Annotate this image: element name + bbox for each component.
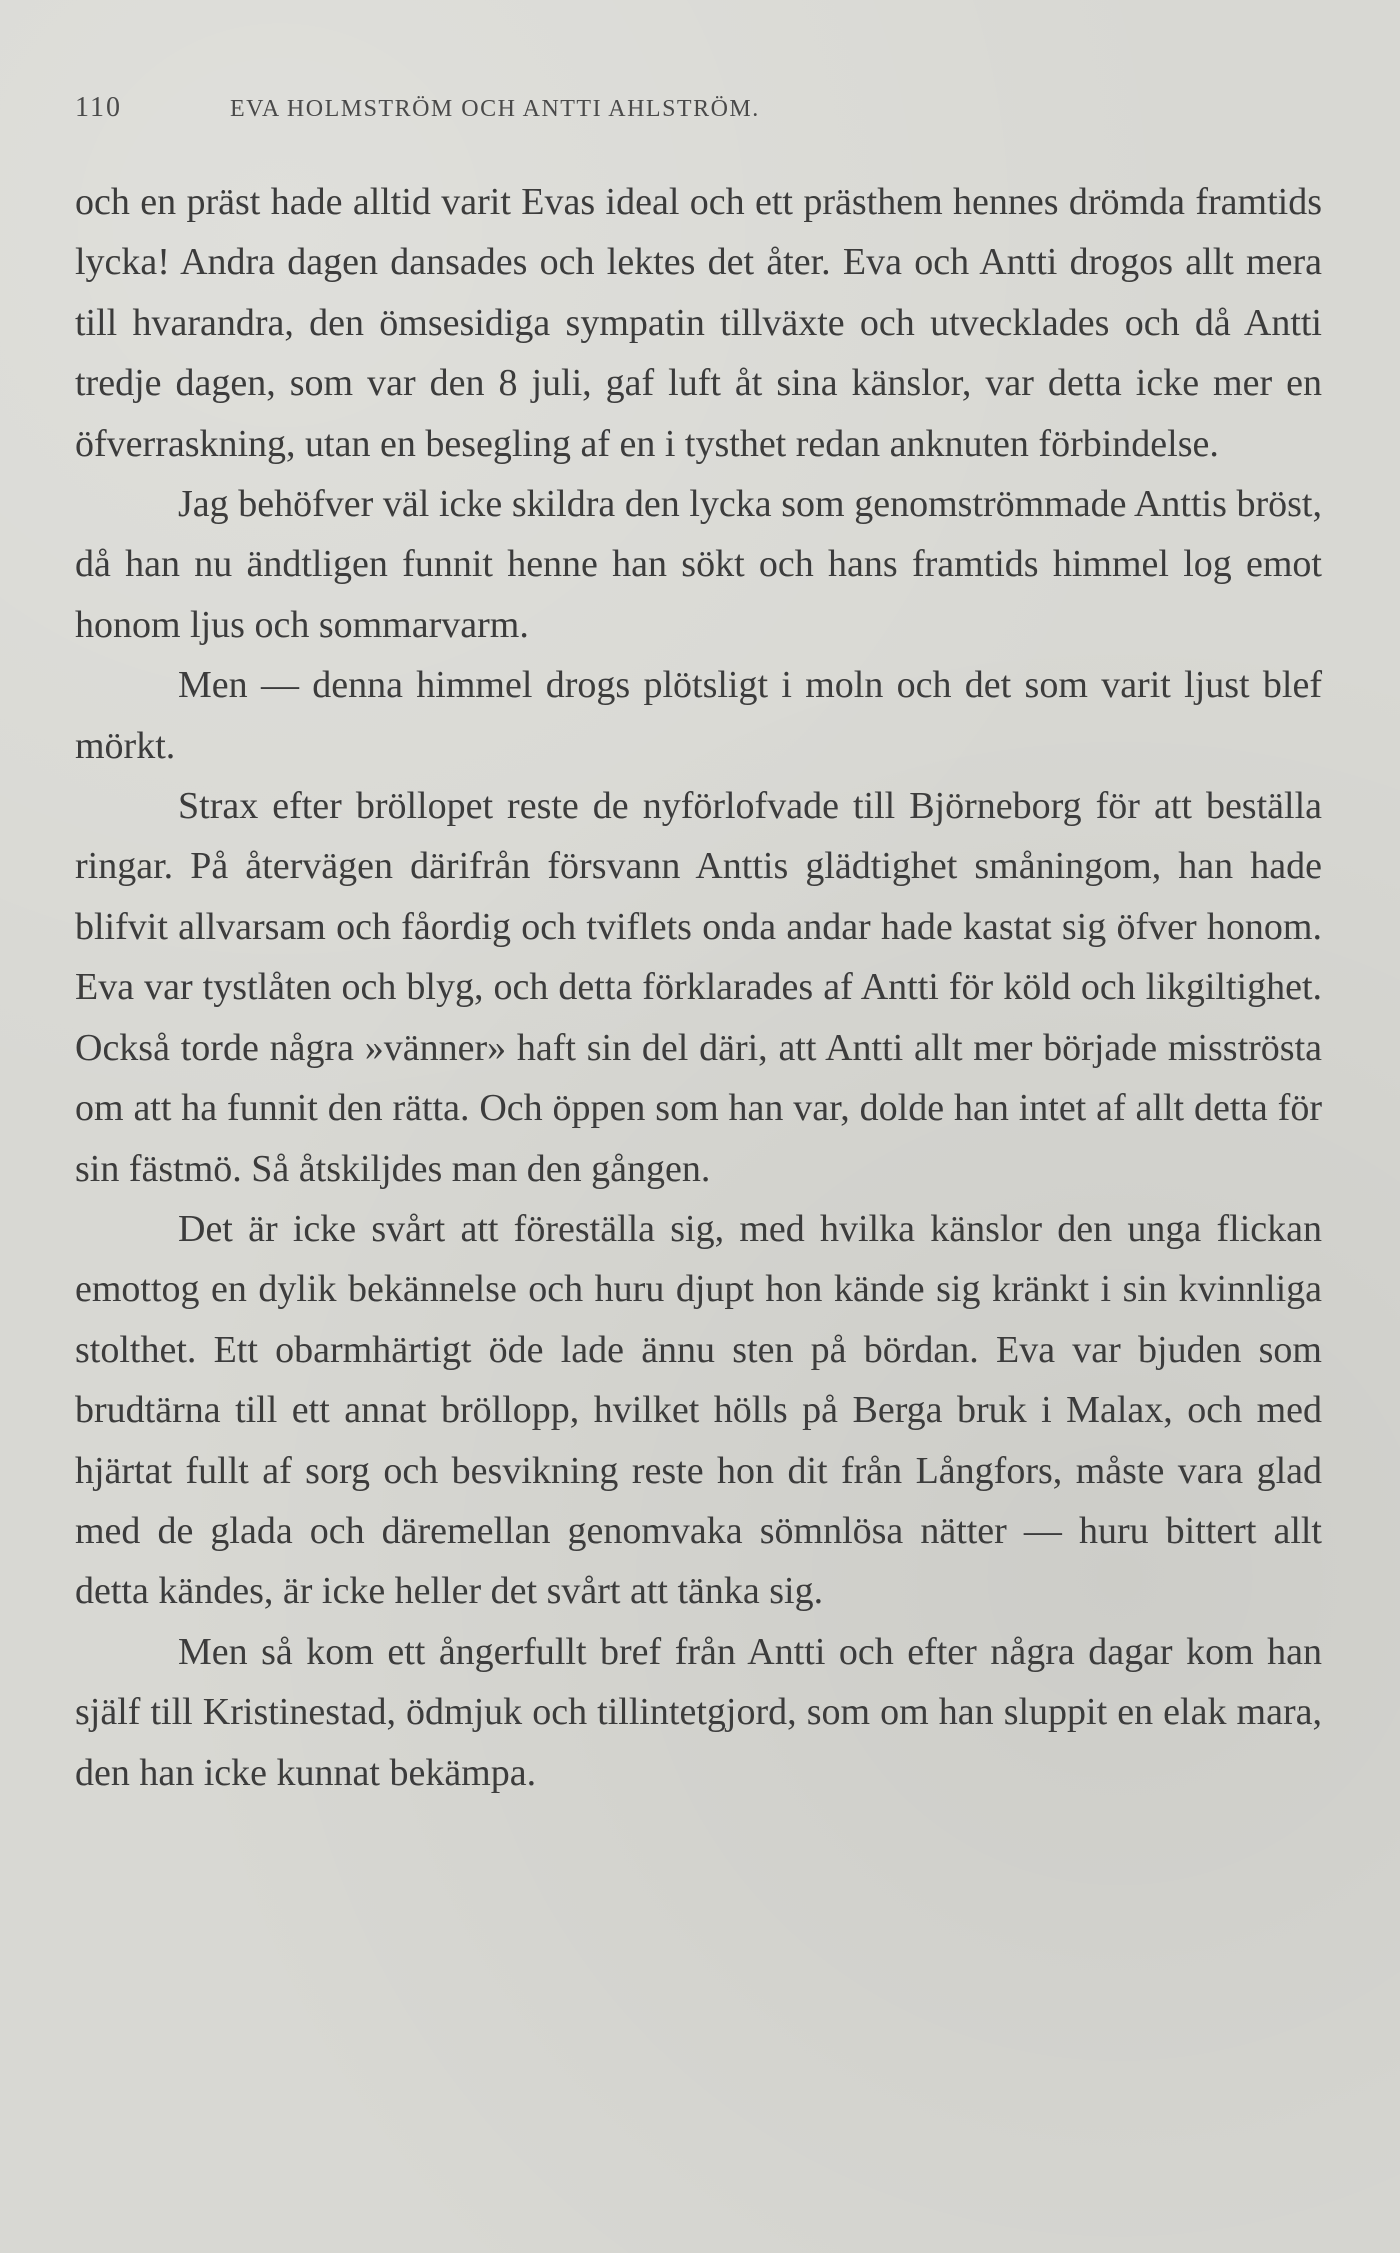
paragraph-1: och en präst hade alltid varit Evas ideal och ett prästhem hennes drömda framtids lycka! Andra dagen dansades och lektes det åter. Eva och Antti drogos allt mera till hvarandra, den ömsesidiga sympatin tillväxte och utvecklades och då Antti tredje dagen, som var den 8 juli, gaf luft åt sina känslor, var detta icke mer en öfverraskning, utan en besegling af en i tysthet redan anknuten förbindelse. <box>75 181 1322 465</box>
paragraph-4: Strax efter bröllopet reste de nyförlofvade till Björneborg för att beställa ringar. På återvägen därifrån försvann Anttis glädtighet småningom, han hade blifvit allvarsam och fåordig och tviflets onda andar hade kastat sig öfver honom. Eva var tystlåten och blyg, och detta förklarades af Antti för köld och likgiltighet. Också torde några »vänner» haft sin del däri, att Antti allt mer började misströsta om att ha funnit den rätta. Och öppen som han var, dolde han intet af allt detta för sin fästmö. Så åtskiljdes man den gången. <box>75 785 1322 1190</box>
paragraph-5: Det är icke svårt att föreställa sig, med hvilka känslor den unga flickan emottog en dylik bekännelse och huru djupt hon kände sig kränkt i sin kvinnliga stolthet. Ett obarmhärtigt öde lade ännu sten på bördan. Eva var bjuden som brudtärna till ett annat bröllopp, hvilket hölls på Berga bruk i Malax, och med hjärtat fullt af sorg och besvikning reste hon dit från Långfors, måste vara glad med de glada och däremellan genomvaka sömnlösa nätter — huru bittert allt detta kändes, är icke heller det svårt att tänka sig. <box>75 1207 1322 1613</box>
running-title: EVA HOLMSTRÖM OCH ANTTI AHLSTRÖM. <box>230 96 760 122</box>
body-text <box>75 172 1322 1803</box>
page-number: 110 <box>75 92 122 123</box>
paragraph-6: Men så kom ett ångerfullt bref från Antti och efter några dagar kom han själf till Kristinestad, ödmjuk och tillintetgjord, som om han sluppit en elak mara, den han icke kunnat bekämpa. <box>75 1630 1322 1794</box>
paragraph-3: Men — denna himmel drogs plötsligt i moln och det som varit ljust blef mörkt. <box>75 664 1322 767</box>
paragraph-2: Jag behöfver väl icke skildra den lycka som genomströmmade Anttis bröst, då han nu ändtligen funnit henne han sökt och hans framtids himmel log emot honom ljus och sommarvarm. <box>75 483 1322 646</box>
page-header <box>75 92 1322 132</box>
